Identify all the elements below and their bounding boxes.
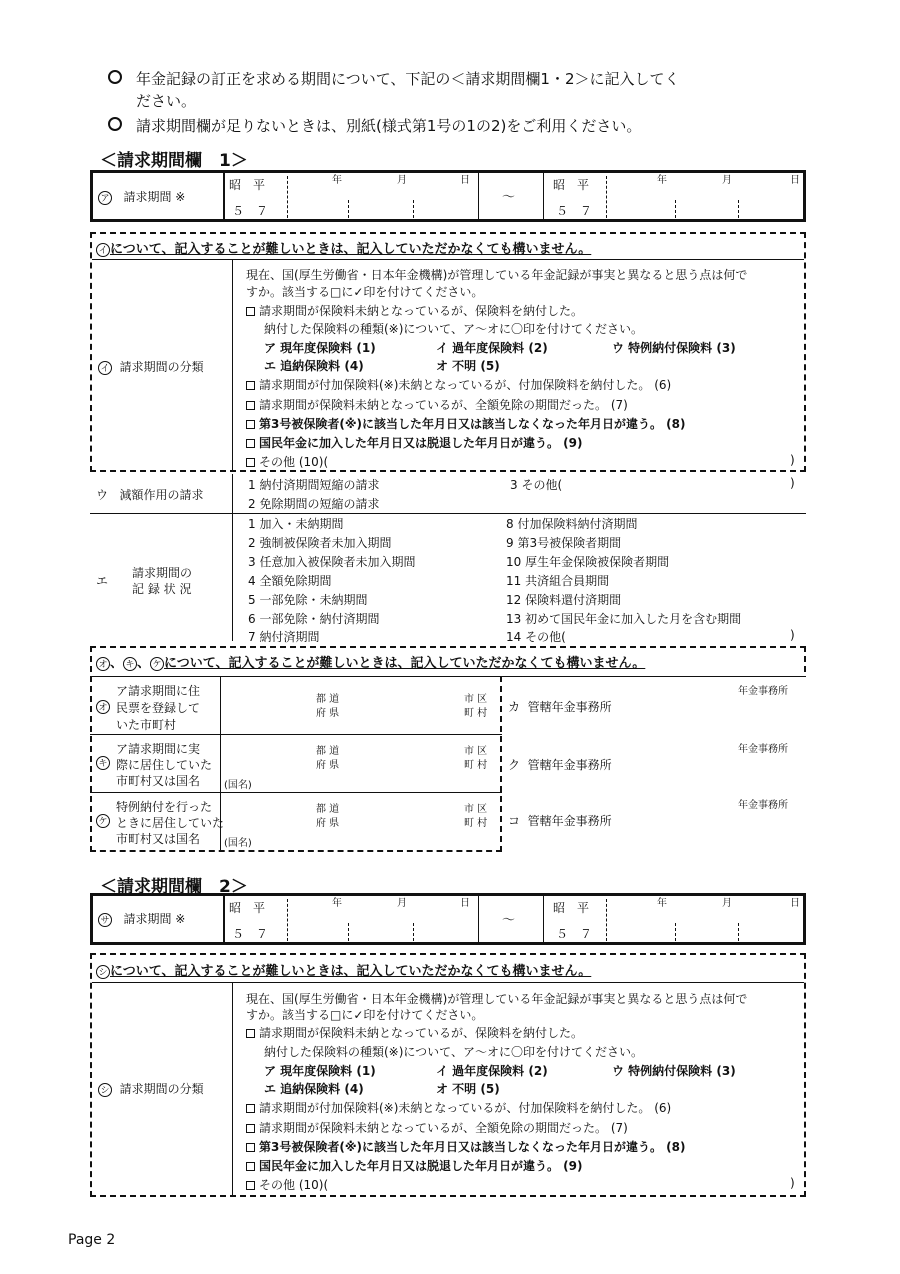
check2-4[interactable]: 第3号被保険者(※)に該当した年月日又は該当しなくなった年月日が違う。 (8)	[246, 1138, 685, 1155]
period-box-1	[90, 170, 806, 222]
class-label-1: イ 請求期間の分類	[98, 358, 204, 375]
note-i: イ について、記入することが難しいときは、記入していただかなくても構いません。	[96, 238, 591, 257]
section1-title: ＜請求期間欄 1＞	[100, 151, 248, 171]
note-okk: オ 、 キ 、 ケ について、記入することが難しいときは、記入していただかなくても構いません。	[96, 652, 645, 671]
period-box-2	[90, 893, 806, 945]
check2-1[interactable]: 請求期間が保険料未納となっているが、保険料を納付した。	[246, 1024, 583, 1041]
check2-2[interactable]: 請求期間が付加保険料(※)未納となっているが、付加保険料を納付した。 (6)	[246, 1099, 671, 1116]
period-label-1: ア 請求期間 ※	[98, 188, 185, 205]
reduce-label: ウ 減額作用の請求	[96, 488, 204, 502]
check-1[interactable]: 請求期間が保険料未納となっているが、保険料を納付した。	[246, 302, 583, 319]
check2-6[interactable]: その他 (10)(	[246, 1176, 328, 1193]
note-1-cont: ださい。	[136, 92, 197, 110]
period-label-2: サ 請求期間 ※	[98, 910, 185, 927]
check-6[interactable]: その他 (10)(	[246, 453, 328, 470]
circle-bullet-icon	[108, 117, 122, 131]
check-5[interactable]: 国民年金に加入した年月日又は脱退した年月日が違う。 (9)	[246, 434, 583, 451]
check2-5[interactable]: 国民年金に加入した年月日又は脱退した年月日が違う。 (9)	[246, 1157, 583, 1174]
section2-title: ＜請求期間欄 2＞	[100, 877, 248, 897]
check-2[interactable]: 請求期間が付加保険料(※)未納となっているが、付加保険料を納付した。 (6)	[246, 376, 671, 393]
page-number: Page 2	[68, 1232, 116, 1248]
note-s: シ について、記入することが難しいときは、記入していただかなくても構いません。	[96, 960, 591, 979]
check-4[interactable]: 第3号被保険者(※)に該当した年月日又は該当しなくなった年月日が違う。 (8)	[246, 415, 685, 432]
check-3[interactable]: 請求期間が保険料未納となっているが、全額免除の期間だった。 (7)	[246, 396, 628, 413]
check2-3[interactable]: 請求期間が保険料未納となっているが、全額免除の期間だった。 (7)	[246, 1119, 628, 1136]
circle-bullet-icon	[108, 70, 122, 84]
class-label-2: シ 請求期間の分類	[98, 1080, 204, 1097]
